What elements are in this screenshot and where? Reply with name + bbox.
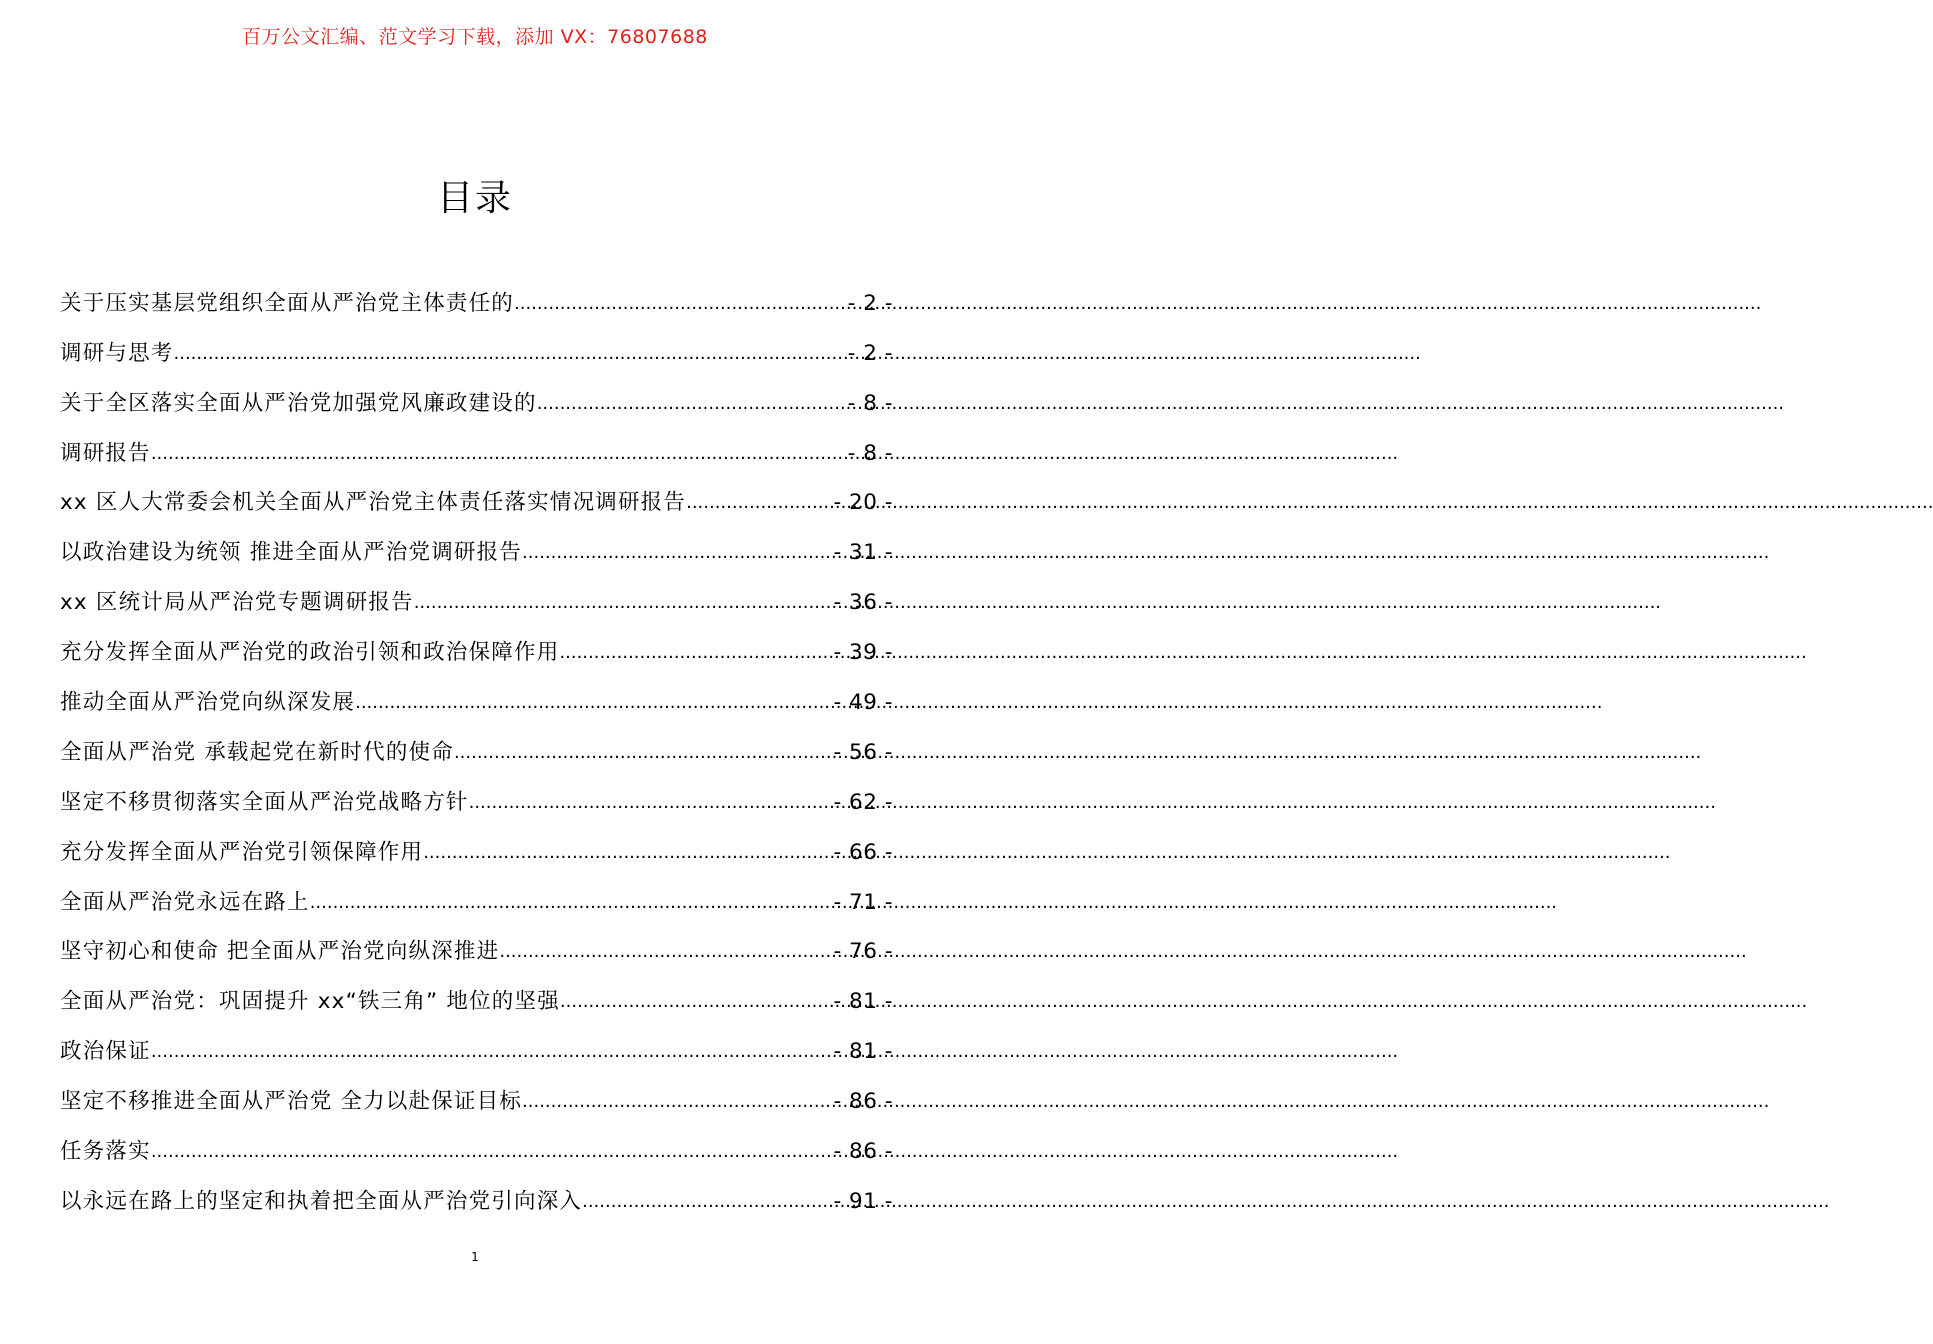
toc-entry-page: - 81 - <box>833 1039 893 1065</box>
toc-dot-leader <box>423 833 833 873</box>
toc-entry-page: - 86 - <box>833 1089 893 1115</box>
toc-entry-page: - 31 - <box>833 540 893 566</box>
toc-entry[interactable] <box>60 972 893 1022</box>
toc-dot-leader <box>151 1132 834 1172</box>
toc-dot-leader <box>514 284 848 324</box>
toc-entry-title: 推动全面从严治党向纵深发展 <box>60 690 356 716</box>
toc-entry-title: 任务落实 <box>60 1139 151 1165</box>
toc-entry[interactable] <box>60 773 893 823</box>
toc-dot-leader <box>686 483 833 523</box>
toc-entry-title: xx 区人大常委会机关全面从严治党主体责任落实情况调研报告 <box>60 490 687 516</box>
toc-entry-page: - 62 - <box>833 789 893 815</box>
toc-entry-page: - 66 - <box>833 839 893 865</box>
toc-entry-title: 坚定不移推进全面从严治党 全力以赴保证目标 <box>60 1089 523 1115</box>
toc-entry[interactable] <box>60 673 893 723</box>
toc-entry-title: 坚守初心和使命 把全面从严治党向纵深推进 <box>60 939 500 965</box>
toc-dot-leader <box>582 1182 833 1222</box>
toc-entry[interactable] <box>60 424 893 474</box>
toc-entry[interactable] <box>60 523 893 573</box>
toc-entry-title: 坚定不移贯彻落实全面从严治党战略方针 <box>60 789 469 815</box>
toc-entry[interactable] <box>60 923 893 973</box>
toc-dot-leader <box>522 1082 833 1122</box>
toc-entry[interactable] <box>60 374 893 424</box>
toc-entry-page: - 2 - <box>847 340 893 366</box>
toc-entry-title: 关于全区落实全面从严治党加强党风廉政建设的 <box>60 390 537 416</box>
toc-entry-page: - 86 - <box>833 1139 893 1165</box>
toc-entry-page: - 81 - <box>833 989 893 1015</box>
toc-entry[interactable] <box>60 274 893 324</box>
toc-entry-title: 全面从严治党 承载起党在新时代的使命 <box>60 739 454 765</box>
toc-entry-page: - 39 - <box>833 640 893 666</box>
toc-entry-title: 充分发挥全面从严治党引领保障作用 <box>60 839 424 865</box>
toc-entry-title: 全面从严治党：巩固提升 xx“铁三角” 地位的坚强 <box>60 989 560 1015</box>
toc-entry[interactable] <box>60 823 893 873</box>
toc-dot-leader <box>151 434 848 474</box>
toc-entry[interactable] <box>60 623 893 673</box>
toc-entry-page: - 8 - <box>847 390 893 416</box>
toc-entry-title: 政治保证 <box>60 1039 151 1065</box>
toc-entry[interactable] <box>60 873 893 923</box>
toc-dot-leader <box>174 334 848 374</box>
toc-entry[interactable] <box>60 1072 893 1122</box>
toc-dot-leader <box>559 633 833 673</box>
toc-dot-leader <box>537 384 848 424</box>
toc-entry-title: xx 区统计局从严治党专题调研报告 <box>60 590 414 616</box>
toc-entry-page: - 71 - <box>833 889 893 915</box>
toc-entry-title: 以永远在路上的坚定和执着把全面从严治党引向深入 <box>60 1188 583 1214</box>
document-title: 目录 <box>436 178 513 220</box>
toc-dot-leader <box>355 683 833 723</box>
toc-dot-leader <box>310 883 834 923</box>
toc-entry[interactable] <box>60 324 893 374</box>
toc-entry[interactable] <box>60 1172 893 1222</box>
toc-entry-page: - 56 - <box>833 739 893 765</box>
toc-dot-leader <box>151 1032 834 1072</box>
toc-entry-title: 关于压实基层党组织全面从严治党主体责任的 <box>60 290 515 316</box>
toc-entry-title: 以政治建设为统领 推进全面从严治党调研报告 <box>60 540 523 566</box>
header-note: 百万公文汇编、范文学习下载，添加 VX：76807688 <box>242 26 708 48</box>
toc-entry-title: 调研报告 <box>60 440 151 466</box>
toc-entry[interactable] <box>60 1122 893 1172</box>
toc-entry-page: - 2 - <box>847 290 893 316</box>
toc-dot-leader <box>454 733 834 773</box>
toc-dot-leader <box>469 783 834 823</box>
toc-entry-title: 充分发挥全面从严治党的政治引领和政治保障作用 <box>60 640 560 666</box>
toc-entry-page: - 20 - <box>833 490 893 516</box>
toc-dot-leader <box>499 932 833 972</box>
page-number: 1 <box>471 1250 479 1264</box>
toc-dot-leader <box>414 583 834 623</box>
toc-entry[interactable] <box>60 1022 893 1072</box>
toc-entry[interactable] <box>60 723 893 773</box>
toc-entry-page: - 91 - <box>833 1188 893 1214</box>
toc-entry-page: - 36 - <box>833 590 893 616</box>
toc-entry[interactable] <box>60 474 893 524</box>
toc-entry[interactable] <box>60 573 893 623</box>
toc-entry-title: 全面从严治党永远在路上 <box>60 889 310 915</box>
toc-entry-page: - 8 - <box>847 440 893 466</box>
toc-entry-page: - 76 - <box>833 939 893 965</box>
table-of-contents <box>60 274 893 1222</box>
toc-dot-leader <box>560 982 834 1022</box>
toc-dot-leader <box>522 533 833 573</box>
toc-entry-page: - 49 - <box>833 690 893 716</box>
toc-entry-title: 调研与思考 <box>60 340 174 366</box>
